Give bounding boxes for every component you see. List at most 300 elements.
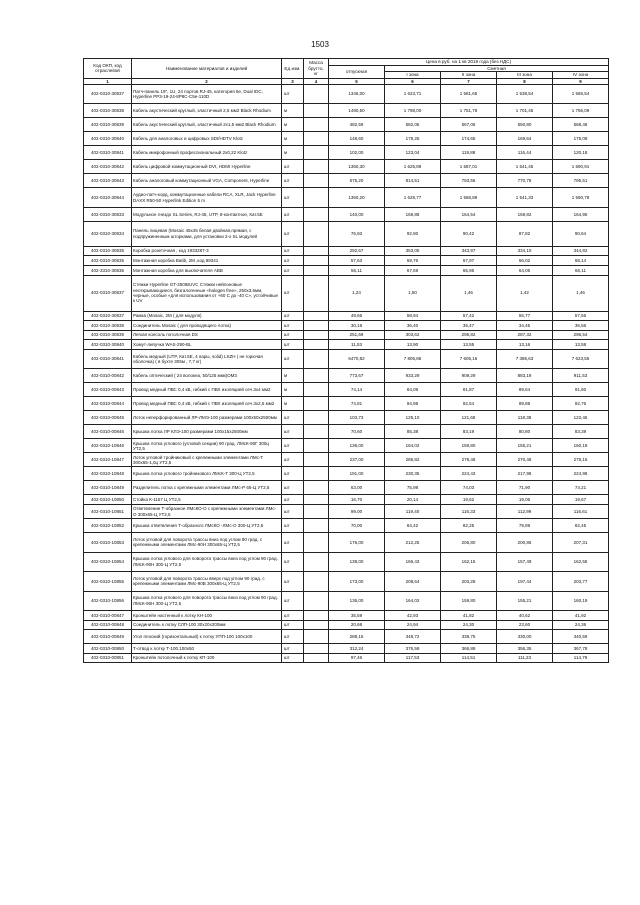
- item-mass: [304, 397, 329, 411]
- item-unit: шт: [282, 207, 304, 221]
- price-zone2: 114,51: [441, 653, 497, 663]
- price-release: 6470,82: [329, 349, 385, 369]
- price-zone4: 1 590,78: [553, 188, 609, 208]
- price-zone4: 68,14: [553, 256, 609, 266]
- header-index: 2: [132, 78, 282, 84]
- table-row: [84, 397, 609, 411]
- price-zone3: 19,06: [497, 495, 553, 505]
- price-zone2: 174,65: [441, 132, 497, 146]
- table-row: [84, 207, 609, 221]
- price-zone1: 1 623,71: [385, 84, 441, 104]
- item-name: Кабель акустический круглый, эластичный 2x1,5 мм2 Black Rhodium: [132, 118, 282, 132]
- item-unit: м: [282, 104, 304, 118]
- price-zone4: 74,21: [553, 481, 609, 495]
- item-name: Провод медный ПВС 0,4 кВ, гибкий с ПВХ изоляцией сеч.3x4 мм2: [132, 383, 282, 397]
- item-code: 402-0310-30833: [84, 207, 132, 221]
- price-zone1: 20,14: [385, 495, 441, 505]
- price-zone4: 57,56: [553, 311, 609, 321]
- item-name: Крышка лотка углового (угловой секции) 90 град. ЛМсК-90Г 300ц УТ2,5: [132, 439, 282, 453]
- header-zone4: IV зона: [553, 72, 609, 79]
- price-zone1: 166,43: [385, 552, 441, 572]
- item-unit: м: [282, 118, 304, 132]
- price-release: 16,70: [329, 495, 385, 505]
- table-row: [84, 275, 609, 311]
- item-unit: шт: [282, 630, 304, 644]
- price-zone1: 123,04: [385, 146, 441, 160]
- price-zone3: 550,80: [497, 118, 553, 132]
- price-zone3: 200,86: [497, 533, 553, 553]
- item-mass: [304, 146, 329, 160]
- price-release: 74,14: [329, 383, 385, 397]
- item-mass: [304, 221, 329, 246]
- item-code: 402-0310-30843: [84, 174, 132, 188]
- price-zone4: 568,48: [553, 118, 609, 132]
- price-zone2: 366,88: [441, 644, 497, 654]
- item-code: 402-0310-10852: [84, 519, 132, 533]
- item-mass: [304, 572, 329, 592]
- price-zone2: 19,62: [441, 495, 497, 505]
- price-zone2: 116,33: [441, 505, 497, 519]
- table-row: [84, 630, 609, 644]
- item-name: Кабель медный (UTP, Кат.5Е, 4 пары, solid) LSZH ( не горючая оболочка) ( в бухте 305м , 7,7 кг): [132, 349, 282, 369]
- item-unit: шт: [282, 275, 304, 311]
- price-zone2: 224,43: [441, 467, 497, 481]
- price-zone1: 168,88: [385, 207, 441, 221]
- header-unit: Ед изм.: [282, 59, 304, 79]
- price-zone4: 1 590,91: [553, 160, 609, 174]
- price-zone3: 1 701,45: [497, 104, 553, 118]
- price-zone1: 212,25: [385, 533, 441, 553]
- price-release: 140,00: [329, 207, 385, 221]
- table-body: [84, 84, 609, 663]
- price-zone1: 814,51: [385, 174, 441, 188]
- price-zone3: 13,16: [497, 340, 553, 350]
- price-zone1: 84,42: [385, 519, 441, 533]
- price-zone1: 285,82: [385, 453, 441, 467]
- price-zone3: 40,62: [497, 611, 553, 621]
- item-name: Провод медный ПВС 0,4 кВ, гибкий с ПВХ изоляцией сеч.3x2,5 мм2: [132, 397, 282, 411]
- item-unit: м: [282, 146, 304, 160]
- item-unit: шт: [282, 265, 304, 275]
- price-zone3: 71,90: [497, 481, 553, 495]
- price-release: 76,93: [329, 221, 385, 246]
- price-release: 138,00: [329, 552, 385, 572]
- price-table: [83, 58, 609, 663]
- price-zone2: 567,06: [441, 118, 497, 132]
- item-mass: [304, 519, 329, 533]
- price-zone3: 66,02: [497, 256, 553, 266]
- table-row: [84, 552, 609, 572]
- header-index: 4: [304, 78, 329, 84]
- item-mass: [304, 481, 329, 495]
- item-unit: шт: [282, 311, 304, 321]
- price-zone1: 75,98: [385, 481, 441, 495]
- price-zone3: 1 541,33: [497, 188, 553, 208]
- item-code: 402-0310-00845: [84, 411, 132, 425]
- table-row: [84, 653, 609, 663]
- item-code: 402-0310-10849: [84, 481, 132, 495]
- header-release: отпускная: [329, 65, 385, 78]
- price-release: 20,68: [329, 620, 385, 630]
- price-release: 148,60: [329, 132, 385, 146]
- item-mass: [304, 369, 329, 383]
- item-code: 402-0310-10855: [84, 572, 132, 592]
- item-unit: шт: [282, 188, 304, 208]
- item-code: 402-0310-10847: [84, 453, 132, 467]
- price-zone4: 1 565,54: [553, 84, 609, 104]
- item-code: 402-0310-00842: [84, 369, 132, 383]
- price-zone1: 208,64: [385, 572, 441, 592]
- price-release: 74,81: [329, 397, 385, 411]
- item-unit: м: [282, 132, 304, 146]
- price-zone3: 23,60: [497, 620, 553, 630]
- item-mass: [304, 349, 329, 369]
- table-row: [84, 188, 609, 208]
- item-name: Легкая консоль потолочная DS: [132, 330, 282, 340]
- item-unit: шт: [282, 349, 304, 369]
- price-zone3: 116,44: [497, 146, 553, 160]
- price-zone2: 1,46: [441, 275, 497, 311]
- item-mass: [304, 591, 329, 611]
- price-zone4: 795,51: [553, 174, 609, 188]
- price-zone3: 89,88: [497, 397, 553, 411]
- item-unit: шт: [282, 572, 304, 592]
- table-row: [84, 118, 609, 132]
- price-release: 176,00: [329, 533, 385, 553]
- item-code: 402-0310-30838: [84, 321, 132, 331]
- price-zone2: 92,54: [441, 397, 497, 411]
- price-release: 191,00: [329, 467, 385, 481]
- price-zone2: 1 751,78: [441, 104, 497, 118]
- price-zone3: 197,44: [497, 572, 553, 592]
- item-code: 402-0310-30840: [84, 132, 132, 146]
- price-zone3: 34,45: [497, 321, 553, 331]
- item-name: Ответвление Т-образное ЛМсКО-О с крепежными элементами ЛМс-О 300x65-Ц УТ2,5: [132, 505, 282, 519]
- item-mass: [304, 552, 329, 572]
- price-zone1: 119,40: [385, 505, 441, 519]
- price-zone4: 92,76: [553, 397, 609, 411]
- price-zone3: 55,77: [497, 311, 553, 321]
- price-zone4: 160,19: [553, 439, 609, 453]
- price-zone4: 160,19: [553, 591, 609, 611]
- table-row: [84, 439, 609, 453]
- price-zone4: 1,46: [553, 275, 609, 311]
- item-name: Хомут-липучка WAS-290-BL: [132, 340, 282, 350]
- item-name: Монтажная коробка Batib, 2M ,код 89341: [132, 256, 282, 266]
- header-index: 6: [385, 78, 441, 84]
- item-name: Угол плоский (горизонтальный) к лотку УПП-100 100x100: [132, 630, 282, 644]
- header-zone3: III зона: [497, 72, 553, 79]
- header-zone2: II зона: [441, 72, 497, 79]
- table-row: [84, 495, 609, 505]
- item-name: Разделитель лотка с крепежными элементами ЛМс-Р 65-Ц УТ2,5: [132, 481, 282, 495]
- item-mass: [304, 118, 329, 132]
- header-index: 1: [84, 78, 132, 84]
- price-zone3: 112,99: [497, 505, 553, 519]
- table-row: [84, 411, 609, 425]
- item-mass: [304, 644, 329, 654]
- price-zone4: 41,92: [553, 611, 609, 621]
- price-zone3: 334,10: [497, 246, 553, 256]
- item-mass: [304, 467, 329, 481]
- header-index: 7: [441, 78, 497, 84]
- item-code: 402-0310-30837: [84, 84, 132, 104]
- price-zone1: 85,38: [385, 425, 441, 439]
- price-zone1: 1,50: [385, 275, 441, 311]
- item-mass: [304, 383, 329, 397]
- table-row: [84, 340, 609, 350]
- price-zone3: 64,05: [497, 265, 553, 275]
- table-row: [84, 383, 609, 397]
- item-name: Лоток угловой для поворота трассы вверх под углом 90 град. с крепежными элементами ЛМс-90В 300x65-Ц УТ2,5: [132, 572, 282, 592]
- price-zone1: 376,58: [385, 644, 441, 654]
- item-unit: шт: [282, 519, 304, 533]
- price-release: 30,18: [329, 321, 385, 331]
- item-code: 402-0310-00848: [84, 620, 132, 630]
- price-zone1: 92,80: [385, 221, 441, 246]
- item-unit: шт: [282, 495, 304, 505]
- item-name: Кабель микрофонный профессиональный 2x0,22 Klotz: [132, 146, 282, 160]
- price-zone1: 353,05: [385, 246, 441, 256]
- item-name: Крышка ответвления Т-образного ЛМсКО -ЛМс-О 300-Ц УТ2,5: [132, 519, 282, 533]
- price-zone3: 159,82: [497, 207, 553, 221]
- item-unit: м: [282, 369, 304, 383]
- item-mass: [304, 330, 329, 340]
- price-zone1: 42,93: [385, 611, 441, 621]
- price-release: 482,59: [329, 118, 385, 132]
- price-zone1: 94,98: [385, 397, 441, 411]
- price-zone3: 1,42: [497, 275, 553, 311]
- price-release: 70,00: [329, 519, 385, 533]
- price-release: 70,60: [329, 425, 385, 439]
- price-release: 56,11: [329, 265, 385, 275]
- table-row: [84, 644, 609, 654]
- price-zone2: 41,82: [441, 611, 497, 621]
- price-zone2: 1 587,01: [441, 160, 497, 174]
- item-code: 402-0310-10851: [84, 505, 132, 519]
- price-zone2: 162,15: [441, 552, 497, 572]
- price-zone4: 175,08: [553, 132, 609, 146]
- price-release: 11,53: [329, 340, 385, 350]
- item-unit: шт: [282, 411, 304, 425]
- price-zone2: 83,19: [441, 425, 497, 439]
- item-name: Монтажная коробка для выключателя ABB: [132, 265, 282, 275]
- price-zone2: 81,87: [441, 383, 497, 397]
- table-row: [84, 132, 609, 146]
- table-row: [84, 330, 609, 340]
- item-unit: шт: [282, 533, 304, 553]
- price-zone2: 164,54: [441, 207, 497, 221]
- item-mass: [304, 453, 329, 467]
- price-zone2: 119,88: [441, 146, 497, 160]
- item-unit: шт: [282, 620, 304, 630]
- item-name: Кабель аналоговый коммутационный VGA, Component, Hyperline: [132, 174, 282, 188]
- item-unit: м: [282, 397, 304, 411]
- item-unit: шт: [282, 591, 304, 611]
- item-mass: [304, 132, 329, 146]
- price-zone2: 13,55: [441, 340, 497, 350]
- price-zone3: 89,64: [497, 383, 553, 397]
- price-zone4: 66,11: [553, 265, 609, 275]
- header-name: Наименование материалов и изделий: [132, 59, 282, 79]
- table-row: [84, 591, 609, 611]
- table-row: [84, 265, 609, 275]
- price-release: 136,00: [329, 439, 385, 453]
- item-mass: [304, 207, 329, 221]
- item-code: 402-0310-00843: [84, 383, 132, 397]
- header-index: 3: [282, 78, 304, 84]
- price-zone3: 157,49: [497, 552, 553, 572]
- page-number: 1503: [311, 40, 329, 49]
- price-zone3: 7 386,63: [497, 349, 553, 369]
- item-code: 402-0310-30834: [84, 221, 132, 246]
- header-mass: Масса брутто, кг: [304, 59, 329, 79]
- price-zone3: 169,64: [497, 132, 553, 146]
- item-name: Стойка К-1157 Ц УТ2,5: [132, 495, 282, 505]
- price-release: 1346,00: [329, 84, 385, 104]
- price-zone4: 203,77: [553, 572, 609, 592]
- price-release: 289,15: [329, 630, 385, 644]
- item-code: 402-0310-00849: [84, 630, 132, 644]
- item-unit: шт: [282, 321, 304, 331]
- table-row: [84, 221, 609, 246]
- price-zone2: 57,42: [441, 311, 497, 321]
- item-code: 402-0310-00850: [84, 644, 132, 654]
- table-row: [84, 146, 609, 160]
- price-zone4: 13,58: [553, 340, 609, 350]
- item-mass: [304, 620, 329, 630]
- price-zone2: 295,82: [441, 330, 497, 340]
- price-zone4: 116,61: [553, 505, 609, 519]
- item-name: Кронштейн настенный к лотку КН-100: [132, 611, 282, 621]
- item-mass: [304, 174, 329, 188]
- price-zone3: 111,23: [497, 653, 553, 663]
- item-unit: шт: [282, 84, 304, 104]
- price-zone4: 162,55: [553, 552, 609, 572]
- header-zone1: I зона: [385, 72, 441, 79]
- price-zone2: 159,80: [441, 591, 497, 611]
- price-zone2: 206,80: [441, 533, 497, 553]
- price-zone4: 91,60: [553, 383, 609, 397]
- item-code: 402-0310-30844: [84, 188, 132, 208]
- item-name: Стяжки Hyperline GT-250IBUVC Стяжки нейлоновые неоткрывающиеся, безгалогенные «halogen free», 250x3.6мм, черные, особые «для использования от +60 С до -40 С», устойчивые к UV: [132, 275, 282, 311]
- price-zone1: 1 798,00: [385, 104, 441, 118]
- item-mass: [304, 505, 329, 519]
- price-release: 103,73: [329, 411, 385, 425]
- price-zone2: 909,29: [441, 369, 497, 383]
- item-mass: [304, 495, 329, 505]
- header-index: 9: [553, 78, 609, 84]
- price-release: 48,66: [329, 311, 385, 321]
- price-zone1: 164,02: [385, 439, 441, 453]
- price-release: 57,63: [329, 256, 385, 266]
- price-zone4: 120,18: [553, 146, 609, 160]
- table-row: [84, 256, 609, 266]
- price-zone1: 348,72: [385, 630, 441, 644]
- item-mass: [304, 611, 329, 621]
- price-zone1: 582,05: [385, 118, 441, 132]
- price-zone3: 217,98: [497, 467, 553, 481]
- item-name: Кабель цифровой коммутационный DVI, HDMI Hyperline: [132, 160, 282, 174]
- item-unit: шт: [282, 221, 304, 246]
- item-unit: шт: [282, 481, 304, 495]
- price-zone2: 121,68: [441, 411, 497, 425]
- item-unit: шт: [282, 653, 304, 663]
- item-name: Крышка лотка углового тройникового ЛМсК-Т 300-Ц УТ2,5: [132, 467, 282, 481]
- item-code: 402-0310-10856: [84, 591, 132, 611]
- header-index: 5: [329, 78, 385, 84]
- table-row: [84, 246, 609, 256]
- table-row: [84, 505, 609, 519]
- item-name: Рамка (Mosaic, 2M ( для модуля): [132, 311, 282, 321]
- table-row: [84, 160, 609, 174]
- item-name: Панель лицевая (Mosaic 45x45 белая двойная,прямая, с подпружиненным шторками, для установки 2-х SL модулей: [132, 221, 282, 246]
- price-zone2: 7 605,16: [441, 349, 497, 369]
- table-row: [84, 519, 609, 533]
- item-mass: [304, 265, 329, 275]
- price-zone4: 1 756,09: [553, 104, 609, 118]
- table-row: [84, 467, 609, 481]
- table-row: [84, 321, 609, 331]
- price-zone3: 80,80: [497, 425, 553, 439]
- price-zone3: 1 541,45: [497, 160, 553, 174]
- item-name: Лоток угловой тройниковый с крепежными элементами ЛМс-Т 300x65-1,0ц УТ2,5: [132, 453, 282, 467]
- item-unit: шт: [282, 256, 304, 266]
- item-unit: шт: [282, 644, 304, 654]
- item-code: 402-0310-30839: [84, 330, 132, 340]
- price-zone3: 356,35: [497, 644, 553, 654]
- item-name: Коробка розеточная , код 1933287-3: [132, 246, 282, 256]
- price-zone2: 74,03: [441, 481, 497, 495]
- item-mass: [304, 311, 329, 321]
- item-name: Крышка лотка углового для поворота трассы вниз под углом 90 град. ЛМсК-90Н 300-Ц УТ2,5: [132, 552, 282, 572]
- price-zone1: 303,62: [385, 330, 441, 340]
- item-code: 402-0310-00844: [84, 397, 132, 411]
- table-row: [84, 611, 609, 621]
- table-row: [84, 369, 609, 383]
- price-zone4: 122,46: [553, 411, 609, 425]
- item-name: Аудио-патч-корд, коммутационные кабели RCA, XLR, Jack Hyperline DAXX R50-50 Hyperlink Edition 5 m: [132, 188, 282, 208]
- price-zone1: 125,10: [385, 411, 441, 425]
- price-zone1: 179,26: [385, 132, 441, 146]
- price-zone1: 164,02: [385, 591, 441, 611]
- table-row: [84, 104, 609, 118]
- item-unit: шт: [282, 453, 304, 467]
- price-release: 136,00: [329, 591, 385, 611]
- table-row: [84, 481, 609, 495]
- item-mass: [304, 411, 329, 425]
- price-zone1: 24,94: [385, 620, 441, 630]
- price-zone3: 270,48: [497, 453, 553, 467]
- item-mass: [304, 340, 329, 350]
- price-zone4: 164,95: [553, 207, 609, 221]
- price-release: 312,24: [329, 644, 385, 654]
- item-code: 402-0310-30842: [84, 160, 132, 174]
- price-zone4: 340,59: [553, 630, 609, 644]
- price-release: 99,00: [329, 505, 385, 519]
- item-code: 402-0310-30835: [84, 246, 132, 256]
- item-unit: шт: [282, 174, 304, 188]
- item-unit: шт: [282, 160, 304, 174]
- price-zone1: 117,53: [385, 653, 441, 663]
- header-estimate: Сметная: [385, 65, 609, 72]
- price-zone4: 279,16: [553, 453, 609, 467]
- item-code: 402-0310-10846: [84, 439, 132, 453]
- price-zone2: 90,42: [441, 221, 497, 246]
- table-row: [84, 425, 609, 439]
- table-header: [84, 59, 609, 85]
- table-row: [84, 572, 609, 592]
